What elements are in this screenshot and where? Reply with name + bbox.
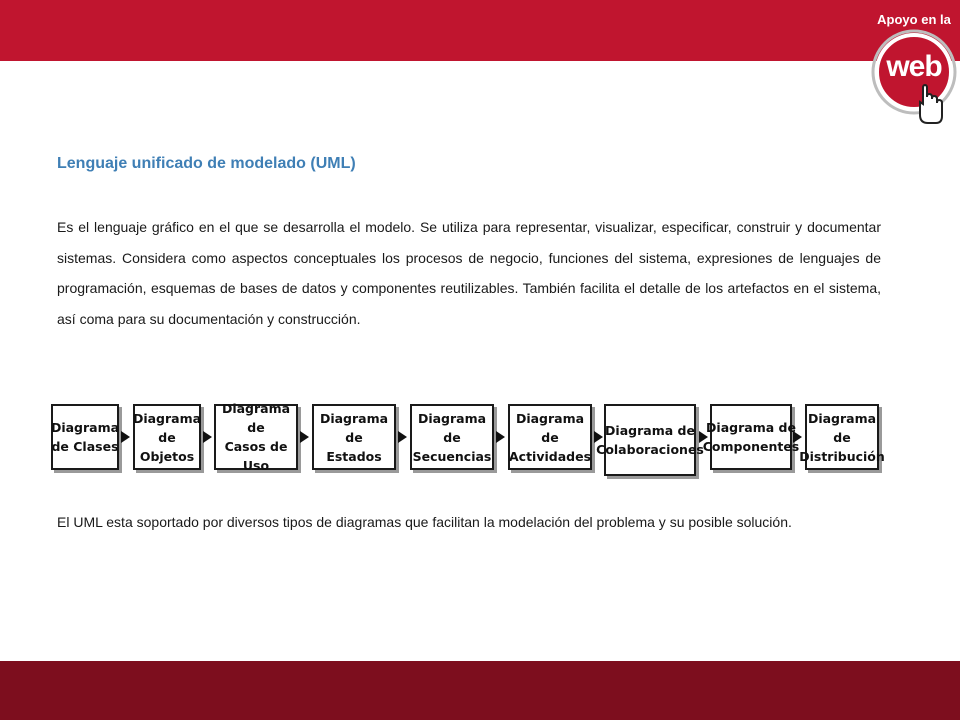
box-line1: Diagrama: [50, 420, 120, 435]
diagram-box-clases: [51, 404, 119, 470]
box-line1: Diagrama de: [605, 423, 695, 438]
box-line2: Estados: [326, 448, 382, 464]
arrow-icon: [121, 431, 130, 443]
box-line2: de Clases: [51, 439, 119, 454]
logo-caption: Apoyo en la: [877, 12, 951, 27]
uml-description: Es el lenguaje gráfico en el que se desarrolla el modelo. Se utiliza para representar, visualizar, especificar, construir y documentar sistemas. Considera como aspectos conceptuales los procesos de negocio, funciones del sistema, expresiones de lenguajes de programación, esquemas de bases de datos y componentes reutilizables. También facilita el detalle de los artefactos en el sistema, así coma para su documentación y construcción.: [57, 219, 881, 327]
box-line2: Colaboraciones: [596, 442, 704, 457]
box-line2: Actividades: [508, 448, 592, 464]
box-line1: Diagrama de: [221, 401, 291, 435]
arrow-icon: [203, 431, 212, 443]
box-line1: Diagrama de: [417, 410, 487, 445]
diagram-caption: El UML esta soportado por diversos tipos de diagramas que facilitan la modelación del problema y su posible solución.: [57, 514, 792, 530]
footer-bar: [0, 661, 960, 720]
box-line2: Casos de Uso: [224, 439, 288, 473]
diagram-box-secuencias: [410, 404, 494, 470]
box-line2: Distribución: [799, 448, 885, 464]
arrow-icon: [496, 431, 505, 443]
apoyo-web-logo: [868, 4, 960, 132]
box-line2: Componentes: [702, 439, 800, 454]
box-line1: Diagrama: [132, 410, 202, 426]
diagram-box-componentes: [702, 404, 800, 470]
arrow-icon: [398, 431, 407, 443]
header-bar: [0, 0, 960, 61]
section-heading: Lenguaje unificado de modelado (UML): [57, 155, 356, 172]
box-line1: Diagrama de: [515, 410, 585, 445]
diagram-box-colaboraciones: [596, 404, 704, 476]
box-line2: Secuencias: [412, 448, 492, 464]
box-line1: Diagrama de: [706, 420, 796, 435]
uml-diagram-flow: [47, 400, 883, 478]
diagram-box-actividades: [508, 404, 592, 470]
diagram-box-casos-de-uso: [214, 401, 298, 473]
diagram-box-objetos: [133, 404, 201, 470]
arrow-icon: [300, 431, 309, 443]
box-line2: de Objetos: [139, 429, 195, 464]
diagram-box-estados: [312, 404, 396, 470]
diagram-box-distribucion: [799, 404, 885, 470]
box-line1: Diagrama de: [319, 410, 389, 445]
box-line1: Diagrama de: [807, 410, 877, 445]
logo-word: web: [886, 50, 942, 83]
